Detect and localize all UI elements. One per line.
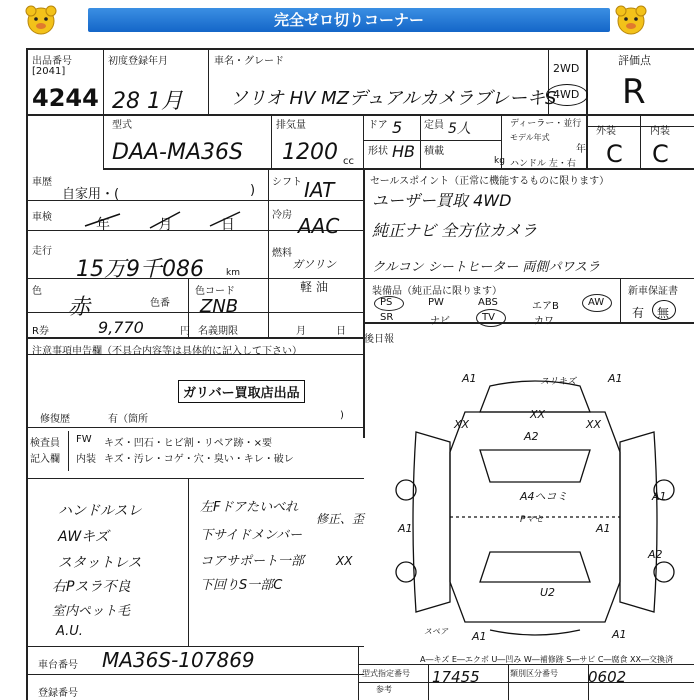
equip-label: 装備品（純正品に限ります）	[372, 286, 502, 297]
meigi-month: 月	[296, 326, 306, 337]
int-label: 内装	[650, 126, 670, 137]
mark-front-right: A1	[608, 372, 623, 385]
ext-label: 外装	[596, 126, 616, 137]
year-unit: 年	[576, 144, 586, 155]
shift-value: IAT	[304, 178, 335, 202]
shape-label: 形状	[368, 146, 388, 157]
use-label: 車歴	[32, 177, 52, 188]
handle-label: ハンドル 左・右	[510, 159, 576, 169]
int-value: C	[652, 140, 669, 168]
header-title: 完全ゼロ切りコーナー	[88, 8, 610, 32]
doors-label: ドア	[368, 120, 388, 131]
warranty-yes: 有	[632, 306, 645, 320]
strike-marks	[80, 206, 250, 236]
note-left-3: スタットレス	[58, 555, 142, 571]
fw-row: キズ・凹石・ヒビ割・リペア跡・×要	[104, 438, 272, 449]
mark-front-left: A1	[462, 372, 477, 385]
bear-mascot-icon	[614, 4, 648, 36]
load-label: 積載	[424, 146, 444, 157]
first-reg-value: 28 1月	[112, 89, 183, 114]
equip-pw: PW	[428, 297, 444, 308]
repair-value: 有（箇所	[108, 414, 148, 425]
model-label: 型式	[112, 120, 132, 131]
stamp: ガリバー買取店出品	[178, 380, 305, 403]
mark-right-door: A1	[596, 522, 611, 535]
note-left-6: A.U.	[56, 624, 83, 639]
name-label: 車名・グレード	[214, 56, 284, 67]
mark-rear-right: A1	[612, 628, 627, 641]
recycle-label: R券	[32, 326, 49, 337]
mark-front-scratch: スリキズ	[540, 377, 576, 387]
bear-mascot-icon	[24, 4, 58, 36]
aftermarket-label: 後日報	[364, 334, 394, 345]
name-value: ソリオ HV MZデュアルカメラブレーキS	[230, 88, 557, 109]
model-value: DAA-MA36S	[112, 140, 243, 165]
equip-sr: SR	[380, 312, 394, 323]
header-bar	[0, 0, 700, 40]
car-damage-diagram	[380, 372, 690, 644]
color-no-label: 色番	[150, 298, 170, 309]
inspector-label: 検査員	[30, 438, 60, 449]
equip-aw: AW	[588, 297, 605, 308]
repair-label: 修復歴	[40, 414, 70, 425]
use-close: )	[250, 183, 256, 198]
mark-xx-hood: XX	[530, 408, 546, 421]
note-entry-label: 記入欄	[30, 454, 60, 465]
equip-nav: ナビ	[430, 316, 450, 327]
note-left-5: 室内ペット毛	[52, 604, 131, 619]
equip-leather: カワ	[534, 316, 554, 327]
reg-label: 登録番号	[38, 688, 78, 699]
mark-hood-a2: A2	[524, 430, 539, 443]
repair-close: )	[340, 410, 344, 421]
equip-airbag: エアB	[532, 301, 559, 312]
meigi-day: 日	[336, 326, 346, 337]
note-right-4: 下回りS一部C	[200, 578, 283, 593]
model-year-label: モデル年式	[510, 133, 550, 142]
fw-label: FW	[76, 434, 92, 445]
drive-4wd: 4WD	[553, 88, 580, 101]
note-right-1: 左Fドアたいべれ	[200, 500, 299, 515]
mark-xx-left: XX	[454, 418, 470, 431]
note-right-tail-2: XX	[336, 554, 353, 568]
notes-label: 注意事項申告欄（不具合内容等は具体的に記入して下さい）	[32, 346, 302, 357]
new-warranty-label: 新車保証書	[628, 286, 678, 297]
equip-ps: PS	[380, 297, 393, 308]
mark-roof: A4ヘコミ	[520, 490, 568, 503]
inspect-value: 年 月 日	[96, 217, 257, 233]
legend: A―キズ E―エクボ U―凹み W―補修跡 S―サビ C―腐食 XX―交換済	[420, 655, 674, 664]
inspect-label: 車検	[32, 212, 52, 223]
displacement-value: 1200	[282, 140, 338, 165]
color-value: 赤	[68, 295, 91, 320]
sales-line1: ユーザー買取 4WD	[372, 191, 512, 210]
note-left-2: AWキズ	[58, 529, 109, 545]
fuel-value: ガソリン	[292, 258, 336, 271]
mark-right-rear: A2	[648, 548, 663, 561]
type-designation-value: 17455	[432, 668, 480, 686]
ac-label: 冷房	[272, 210, 292, 221]
equip-abs: ABS	[478, 297, 498, 308]
mark-left-a1: A1	[398, 522, 413, 535]
mark-right-a1: A1	[652, 490, 667, 503]
mileage-label: 走行	[32, 246, 52, 257]
doors-value: 5	[392, 118, 403, 137]
note-left-1: ハンドルスレ	[58, 503, 142, 519]
equip-tv: TV	[482, 312, 495, 323]
first-reg-label: 初度登録年月	[108, 56, 168, 67]
mark-rear-u2: U2	[540, 586, 556, 599]
capacity-label: 定員	[424, 120, 444, 131]
sales-line2: 純正ナビ 全方位カメラ	[372, 221, 538, 240]
shape-value: HB	[392, 142, 416, 161]
use-value: 自家用・(	[62, 187, 120, 202]
mileage-value: 15万9千086	[76, 257, 204, 282]
sales-line3: クルコン シートヒーター 両側パワスラ	[372, 260, 600, 275]
lot-label: 出品番号	[32, 56, 72, 67]
note-right-tail-1: 修正、歪	[316, 512, 365, 526]
grade-value: R	[622, 72, 646, 112]
sales-label: セールスポイント（正常に機能するものに限ります）	[370, 176, 610, 187]
displacement-label: 排気量	[276, 120, 306, 131]
meigi-label: 名義期限	[198, 326, 238, 337]
warranty-no: 無	[657, 306, 670, 320]
chassis-value: MA36S-107869	[102, 648, 255, 672]
class-value: 0602	[588, 668, 627, 686]
ref-label: 参考	[376, 685, 392, 694]
chassis-label: 車台番号	[38, 660, 78, 671]
mark-xx-right: XX	[586, 418, 602, 431]
fuel-opt: 軽 油	[300, 280, 328, 294]
recycle-value: 9,770	[98, 318, 144, 337]
dealer-label: ディーラー・並行	[510, 119, 582, 129]
shift-label: シフト	[272, 177, 302, 188]
mark-rear-left: A1	[472, 630, 487, 643]
cc-unit: cc	[343, 156, 354, 167]
mark-spare: スペア	[424, 627, 448, 636]
int-row: キズ・汚レ・コゲ・穴・臭い・キレ・破レ	[104, 454, 294, 465]
ac-value: AAC	[298, 214, 340, 238]
note-left-4: 右Pスラ不良	[52, 579, 131, 595]
capacity-value: 5人	[448, 121, 471, 137]
km-unit: km	[226, 268, 240, 278]
color-code-value: ZNB	[200, 296, 239, 317]
note-right-2: 下サイドメンバー	[200, 528, 303, 543]
grade-label: 評価点	[618, 54, 651, 67]
lot-sub: [2041]	[32, 66, 66, 77]
kg-unit: kg	[494, 156, 505, 166]
drive-2wd: 2WD	[553, 62, 580, 75]
fuel-label: 燃料	[272, 248, 292, 259]
mark-roof-note: Pマセ	[520, 515, 544, 525]
type-designation-label: 型式指定番号	[362, 669, 410, 678]
lot-number: 4244	[32, 84, 99, 112]
yen-unit: 円	[180, 326, 190, 337]
note-right-3: コアサポート一部	[200, 554, 305, 569]
color-code-label: 色コード	[195, 286, 235, 297]
int-row-label: 内装	[76, 454, 96, 465]
class-label: 類別区分番号	[510, 669, 558, 678]
ext-value: C	[606, 140, 623, 168]
color-label: 色	[32, 286, 42, 297]
